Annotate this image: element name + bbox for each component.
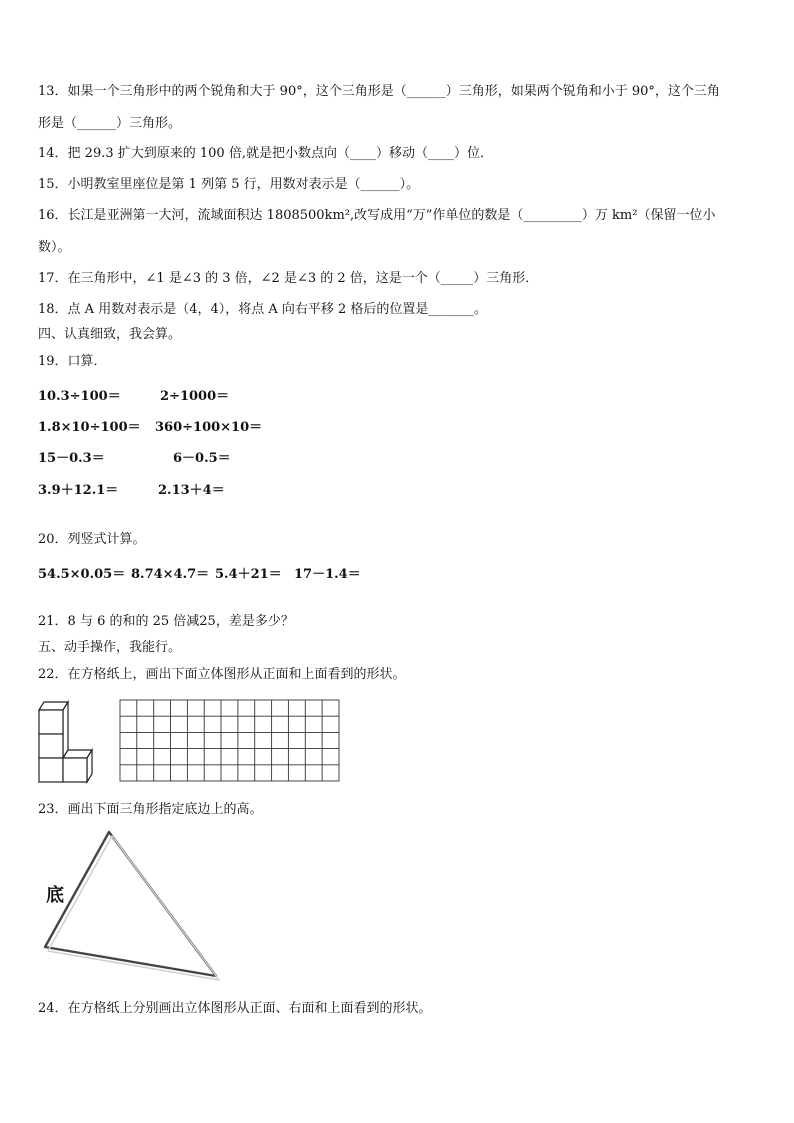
q19-title: 19．口算．	[38, 354, 107, 369]
q20-item-1: 54.5×0.05＝	[38, 567, 126, 582]
q15: 15．小明教室里座位是第 1 列第 5 行，用数对表示是（______）。	[38, 177, 420, 192]
q20-item-4: 17－1.4＝	[294, 567, 361, 582]
q13-line1: 13．如果一个三角形中的两个锐角和大于 90°，这个三角形是（______）三角形，如果两个锐角和小于 90°，这个三角	[38, 84, 720, 99]
q18: 18．点 A 用数对表示是（4，4），将点 A 向右平移 2 格后的位置是_______。	[38, 302, 487, 317]
q24: 24．在方格纸上分别画出立体图形从正面、右面和上面看到的形状。	[38, 1001, 432, 1016]
q19-item-3: 1.8×10÷100＝	[38, 420, 141, 435]
q17: 17．在三角形中，∠1 是∠3 的 3 倍，∠2 是∠3 的 2 倍，这是一个（_____）三角形．	[38, 271, 539, 286]
q20-item-2: 8.74×4.7＝	[131, 567, 210, 582]
q19-item-6: 6－0.5＝	[173, 451, 231, 466]
q19-item-8: 2.13＋4＝	[158, 483, 225, 498]
q16-line2: 数）。	[38, 240, 71, 255]
q16-line1: 16．长江是亚洲第一大河，流域面积达 1808500km²,改写成用“万”作单位的数是（_________）万 km²（保留一位小	[38, 208, 716, 223]
q21: 21．8 与 6 的和的 25 倍减25，差是多少？	[38, 614, 294, 629]
triangle-figure	[36, 826, 236, 986]
section-5-heading: 五、动手操作，我能行。	[38, 640, 182, 655]
section-4-heading: 四、认真细致，我会算。	[38, 327, 182, 342]
q19-item-4: 360÷100×10＝	[155, 420, 263, 435]
q19-item-1: 10.3÷100＝	[38, 389, 121, 404]
q22: 22．在方格纸上，画出下面立体图形从正面和上面看到的形状。	[38, 667, 406, 682]
q19-item-7: 3.9＋12.1＝	[38, 483, 119, 498]
q13-line2: 形是（______）三角形。	[38, 116, 182, 131]
answer-grid	[118, 698, 342, 784]
q20-title: 20．列竖式计算。	[38, 532, 146, 547]
triangle-base-label: 底	[46, 885, 64, 906]
q20-item-3: 5.4＋21＝	[215, 567, 282, 582]
cube-stack-figure	[36, 698, 98, 788]
q14: 14．把 29.3 扩大到原来的 100 倍,就是把小数点向（____）移动（____）位．	[38, 146, 493, 161]
q19-item-2: 2÷1000＝	[160, 389, 230, 404]
q19-item-5: 15－0.3＝	[38, 451, 105, 466]
q23: 23．画出下面三角形指定底边上的高。	[38, 802, 263, 817]
